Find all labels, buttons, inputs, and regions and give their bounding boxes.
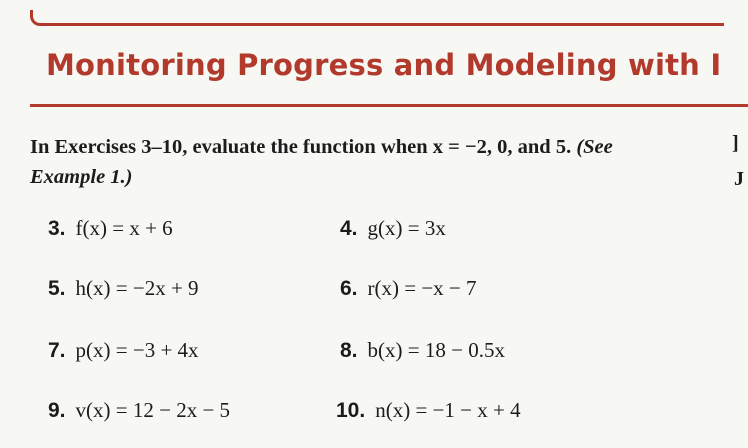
exercise-expression: b(x) = 18 − 0.5x (367, 338, 505, 362)
exercise-number: 4. (340, 217, 358, 240)
exercise-number: 3. (48, 217, 66, 240)
exercise-8 (340, 338, 505, 363)
exercise-expression: h(x) = −2x + 9 (75, 276, 199, 300)
exercise-3 (48, 216, 173, 241)
exercise-expression: r(x) = −x − 7 (367, 276, 477, 300)
instructions-text: In Exercises 3–10, evaluate the function when x = −2, 0, and 5. (30, 136, 572, 158)
exercise-number: 6. (340, 277, 358, 300)
exercise-expression: f(x) = x + 6 (75, 216, 173, 240)
exercise-number: 10. (336, 399, 366, 422)
top-border-rule (30, 10, 724, 26)
exercise-expression: n(x) = −1 − x + 4 (375, 398, 521, 422)
exercise-4 (340, 216, 446, 241)
exercise-6 (340, 276, 477, 301)
exercise-9 (48, 398, 230, 423)
section-title: Monitoring Progress and Modeling with I (46, 48, 722, 82)
exercise-expression: g(x) = 3x (367, 216, 446, 240)
exercise-10 (336, 398, 521, 423)
exercise-expression: v(x) = 12 − 2x − 5 (75, 398, 231, 422)
example-reference: (See Example 1.) (30, 136, 613, 188)
exercise-expression: p(x) = −3 + 4x (75, 338, 199, 362)
exercise-number: 9. (48, 399, 66, 422)
exercise-5 (48, 276, 199, 301)
edge-mark-top: ] (732, 132, 739, 154)
exercise-number: 7. (48, 339, 66, 362)
exercise-7 (48, 338, 199, 363)
edge-mark-bottom: J (734, 168, 744, 190)
exercise-number: 5. (48, 277, 66, 300)
exercise-number: 8. (340, 339, 358, 362)
title-underline (30, 104, 748, 107)
exercise-instructions (30, 132, 670, 192)
